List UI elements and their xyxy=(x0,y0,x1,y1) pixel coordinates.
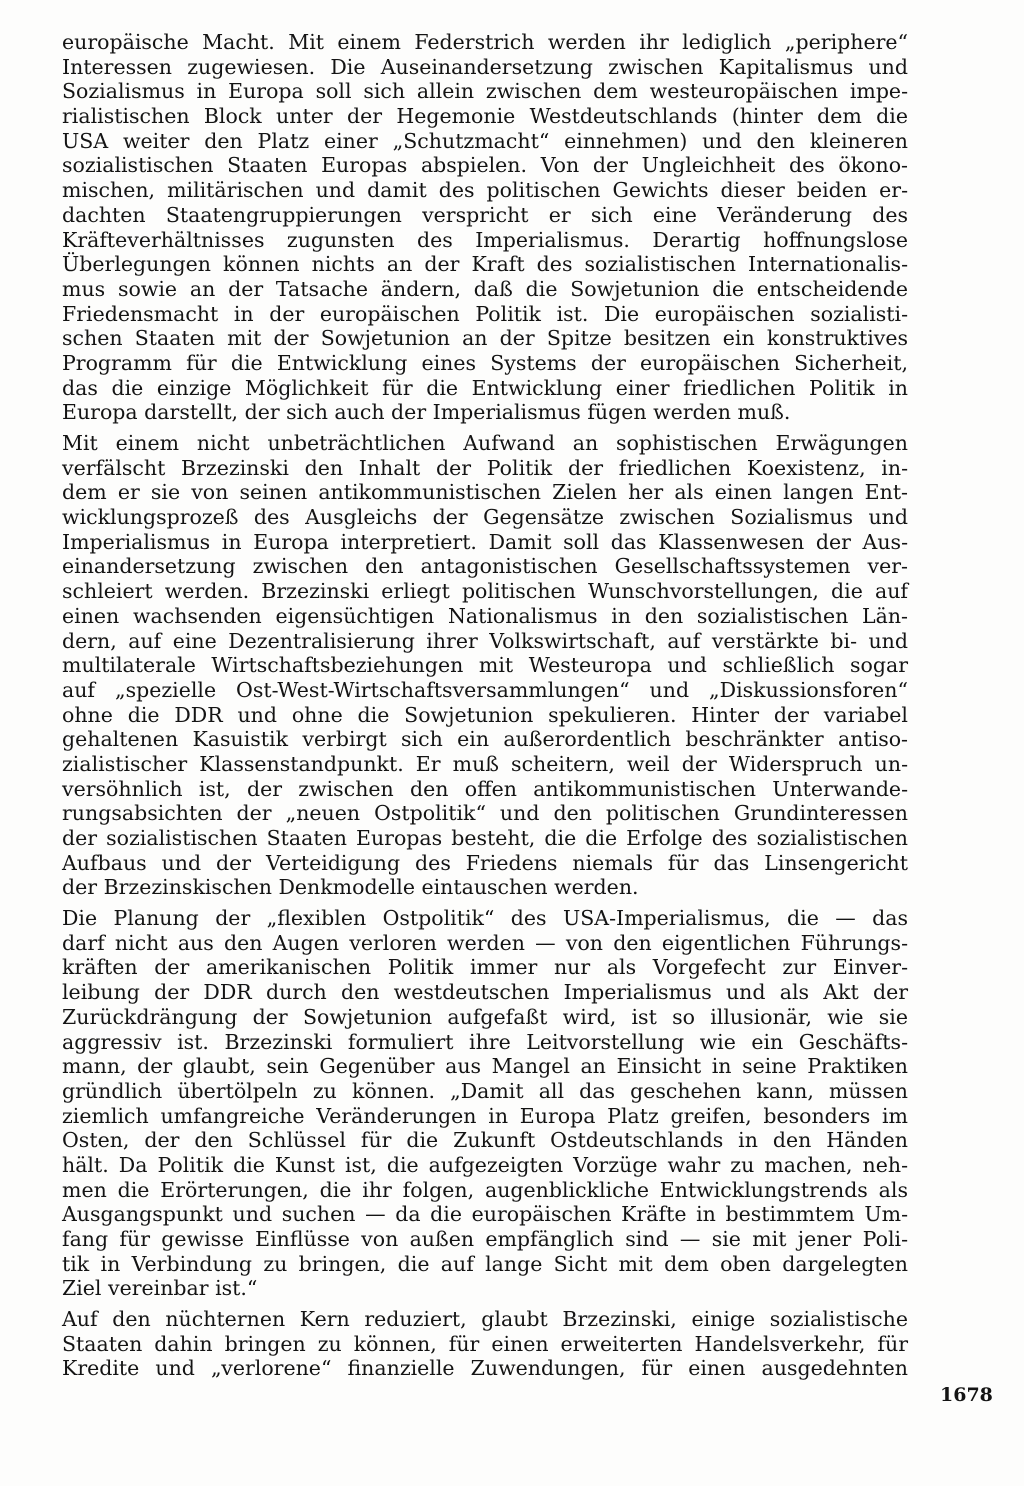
text-line: rialistischen Block unter der Hegemonie Westdeutschlands (hinter dem die xyxy=(62,104,908,129)
text-line: leibung der DDR durch den westdeutschen Imperialismus und als Akt der xyxy=(62,980,908,1005)
text-line: Friedensmacht in der europäischen Politik ist. Die europäischen sozialisti- xyxy=(62,301,908,326)
paragraph xyxy=(62,1307,908,1381)
text-line: Ausgangspunkt und suchen — da die europäischen Kräfte in bestimmtem Um- xyxy=(62,1202,908,1227)
text-line: Aufbaus und der Verteidigung des Friedens niemals für das Linsengericht xyxy=(62,850,908,875)
text-line: tik in Verbindung zu bringen, die auf lange Sicht mit dem oben dargelegten xyxy=(62,1251,908,1276)
text-line: europäische Macht. Mit einem Federstrich werden ihr lediglich „periphere“ xyxy=(62,30,908,54)
text-line: rungsabsichten der „neuen Ostpolitik“ und den politischen Grundinteressen xyxy=(62,801,908,826)
text-line: zialistischer Klassenstandpunkt. Er muß scheitern, weil der Widerspruch un- xyxy=(62,751,908,776)
text-line: einandersetzung zwischen den antagonistischen Gesellschaftssystemen ver- xyxy=(62,554,908,579)
text-line: hält. Da Politik die Kunst ist, die aufgezeigten Vorzüge wahr zu machen, neh- xyxy=(62,1152,908,1177)
text-line: schleiert werden. Brzezinski erliegt politischen Wunschvorstellungen, die auf xyxy=(62,579,908,604)
text-line: verfälscht Brzezinski den Inhalt der Politik der friedlichen Koexistenz, in- xyxy=(62,455,908,480)
text-line: Interessen zugewiesen. Die Auseinandersetzung zwischen Kapitalismus und xyxy=(62,54,908,79)
text-line: Auf den nüchternen Kern reduziert, glaubt Brzezinski, einige sozialistische xyxy=(62,1307,908,1332)
text-line: Osten, der den Schlüssel für die Zukunft Ostdeutschlands in den Händen xyxy=(62,1128,908,1153)
text-line: fang für gewisse Einflüsse von außen empfänglich sind — sie mit jener Poli- xyxy=(62,1227,908,1251)
text-line: dem er sie von seinen antikommunistischen Zielen her als einen langen Ent- xyxy=(62,480,908,505)
text-line: Überlegungen können nichts an der Kraft des sozialistischen Internationalis- xyxy=(62,252,908,277)
text-line: sozialistischen Staaten Europas abspielen. Von der Ungleichheit des ökono- xyxy=(62,153,908,178)
text-line: Mit einem nicht unbeträchtlichen Aufwand an sophistischen Erwägungen xyxy=(62,431,908,455)
text-line: mus sowie an der Tatsache ändern, daß die Sowjetunion die entscheidende xyxy=(62,276,908,301)
text-line: Sozialismus in Europa soll sich allein zwischen dem westeuropäischen impe- xyxy=(62,79,908,104)
text-line: darf nicht aus den Augen verloren werden — von den eigentlichen Führungs- xyxy=(62,930,908,955)
text-line: Imperialismus in Europa interpretiert. Damit soll das Klassenwesen der Aus- xyxy=(62,529,908,554)
text-line: Europa darstellt, der sich auch der Imperialismus fügen werden muß. xyxy=(62,400,791,425)
text-line: Ziel vereinbar ist.“ xyxy=(62,1276,258,1301)
text-line: Die Planung der „flexiblen Ostpolitik“ des USA-Imperialismus, die — das xyxy=(62,906,908,931)
text-line: men die Erörterungen, die ihr folgen, augenblickliche Entwicklungstrends als xyxy=(62,1177,908,1202)
paragraph xyxy=(62,30,908,425)
text-line: Zurückdrängung der Sowjetunion aufgefaßt wird, ist so illusionär, wie sie xyxy=(62,1004,908,1029)
text-line: mann, der glaubt, sein Gegenüber aus Mangel an Einsicht in seine Praktiken xyxy=(62,1054,908,1079)
page-number: 1678 xyxy=(940,1384,993,1406)
text-line: dachten Staatengruppierungen verspricht er sich eine Veränderung des xyxy=(62,202,908,227)
text-line: das die einzige Möglichkeit für die Entwicklung einer friedlichen Politik in xyxy=(62,375,908,400)
text-line: ohne die DDR und ohne die Sowjetunion spekulieren. Hinter der variabel xyxy=(62,702,908,727)
text-line: dern, auf eine Dezentralisierung ihrer Volkswirtschaft, auf verstärkte bi- und xyxy=(62,628,908,653)
paragraph xyxy=(62,431,908,900)
text-line: Kredite und „verlorene“ finanzielle Zuwendungen, für einen ausgedehnten xyxy=(62,1356,908,1381)
text-line: einen wachsenden eigensüchtigen Nationalismus in den sozialistischen Län- xyxy=(62,603,908,628)
text-line: auf „spezielle Ost-West-Wirtschaftsversammlungen“ und „Diskussionsforen“ xyxy=(62,677,908,702)
text-line: wicklungsprozeß des Ausgleichs der Gegensätze zwischen Sozialismus und xyxy=(62,505,908,530)
text-line: Staaten dahin bringen zu können, für einen erweiterten Handelsverkehr, für xyxy=(62,1331,908,1356)
text-line: kräften der amerikanischen Politik immer nur als Vorgefecht zur Einver- xyxy=(62,955,908,980)
text-line: USA weiter den Platz einer „Schutzmacht“ einnehmen) und den kleineren xyxy=(62,128,908,153)
text-line: Kräfteverhältnisses zugunsten des Imperialismus. Derartig hoffnungslose xyxy=(62,227,908,252)
text-line: multilaterale Wirtschaftsbeziehungen mit Westeuropa und schließlich sogar xyxy=(62,653,908,678)
text-line: aggressiv ist. Brzezinski formuliert ihre Leitvorstellung wie ein Geschäfts- xyxy=(62,1029,908,1054)
text-line: der Brzezinskischen Denkmodelle eintauschen werden. xyxy=(62,875,639,900)
body-text xyxy=(62,30,908,1381)
text-line: ziemlich umfangreiche Veränderungen in Europa Platz greifen, besonders im xyxy=(62,1103,908,1128)
text-line: gründlich übertölpeln zu können. „Damit all das geschehen kann, müssen xyxy=(62,1078,908,1103)
text-line: gehaltenen Kasuistik verbirgt sich ein außerordentlich beschränkter antiso- xyxy=(62,727,908,752)
paragraph xyxy=(62,906,908,1301)
text-line: schen Staaten mit der Sowjetunion an der Spitze besitzen ein konstruktives xyxy=(62,326,908,351)
text-line: Programm für die Entwicklung eines Systems der europäischen Sicherheit, xyxy=(62,350,908,375)
text-line: mischen, militärischen und damit des politischen Gewichts dieser beiden er- xyxy=(62,178,908,203)
text-line: versöhnlich ist, der zwischen den offen antikommunistischen Unterwande- xyxy=(62,776,908,801)
text-line: der sozialistischen Staaten Europas besteht, die die Erfolge des sozialistischen xyxy=(62,826,908,850)
